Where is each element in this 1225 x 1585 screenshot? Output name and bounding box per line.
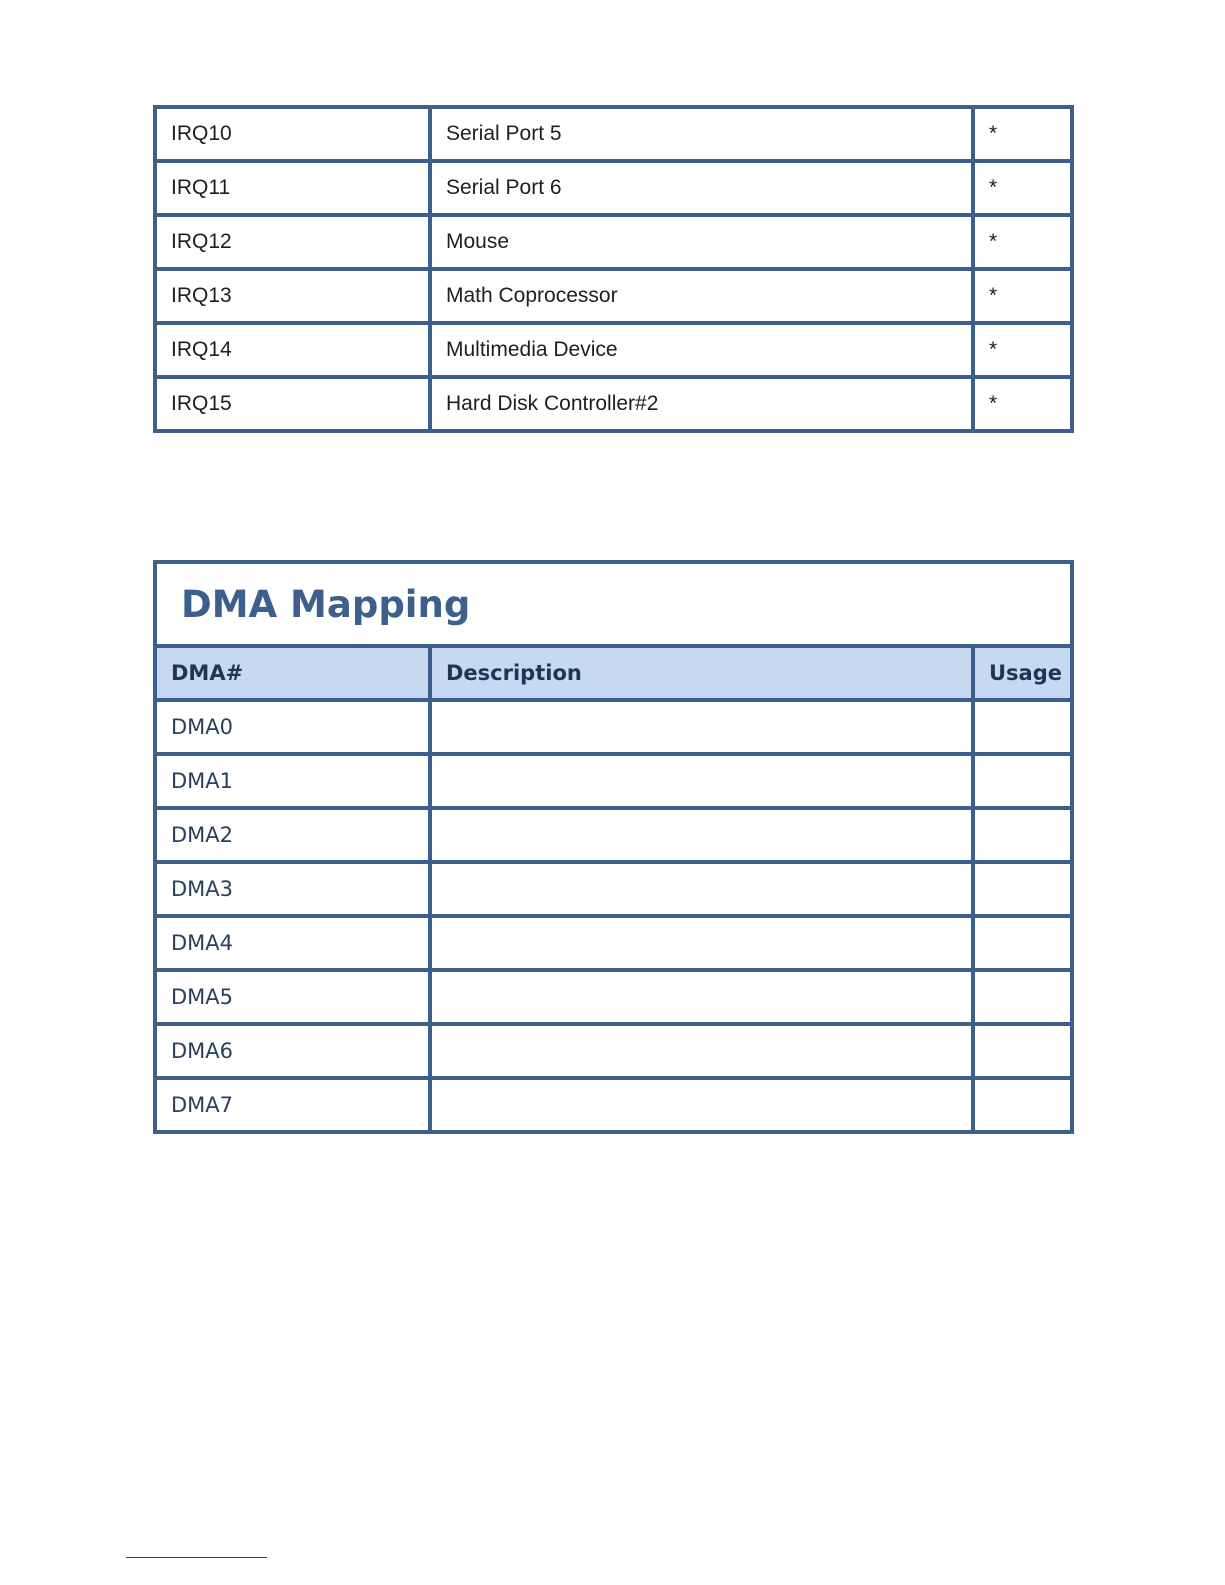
dma-description-cell: [430, 754, 973, 808]
dma-number-cell: DMA7: [155, 1078, 430, 1132]
irq-usage-cell: *: [973, 377, 1072, 431]
dma-number-cell: DMA5: [155, 970, 430, 1024]
dma-usage-cell: [973, 808, 1072, 862]
irq-number-cell: IRQ15: [155, 377, 430, 431]
table-row: [155, 916, 1072, 970]
dma-usage-cell: [973, 1024, 1072, 1078]
dma-description-header: Description: [430, 646, 973, 700]
dma-description-cell: [430, 916, 973, 970]
irq-usage-cell: *: [973, 107, 1072, 161]
irq-number-cell: IRQ14: [155, 323, 430, 377]
table-row: [155, 754, 1072, 808]
dma-usage-cell: [973, 1078, 1072, 1132]
dma-mapping-table: [153, 560, 1074, 1134]
irq-description-cell: Math Coprocessor: [430, 269, 973, 323]
dma-table-title: DMA Mapping: [155, 562, 1072, 646]
dma-description-cell: [430, 970, 973, 1024]
irq-usage-cell: *: [973, 215, 1072, 269]
irq-description-cell: Serial Port 5: [430, 107, 973, 161]
irq-description-cell: Serial Port 6: [430, 161, 973, 215]
dma-usage-cell: [973, 916, 1072, 970]
table-row: [155, 700, 1072, 754]
table-row: [155, 862, 1072, 916]
irq-mapping-table: [153, 105, 1074, 433]
dma-usage-cell: [973, 700, 1072, 754]
dma-description-cell: [430, 700, 973, 754]
dma-number-cell: DMA1: [155, 754, 430, 808]
dma-number-cell: DMA6: [155, 1024, 430, 1078]
dma-number-cell: DMA4: [155, 916, 430, 970]
irq-description-cell: Hard Disk Controller#2: [430, 377, 973, 431]
irq-usage-cell: *: [973, 161, 1072, 215]
dma-description-cell: [430, 808, 973, 862]
dma-usage-cell: [973, 970, 1072, 1024]
dma-description-cell: [430, 1024, 973, 1078]
table-row: [155, 970, 1072, 1024]
dma-title-row: [155, 562, 1072, 646]
dma-usage-cell: [973, 754, 1072, 808]
dma-usage-header: Usage: [973, 646, 1072, 700]
irq-description-cell: Multimedia Device: [430, 323, 973, 377]
irq-usage-cell: *: [973, 269, 1072, 323]
table-row: [155, 808, 1072, 862]
irq-number-cell: IRQ12: [155, 215, 430, 269]
table-row: [155, 1078, 1072, 1132]
table-row: [155, 107, 1072, 161]
dma-number-header: DMA#: [155, 646, 430, 700]
table-row: [155, 377, 1072, 431]
irq-usage-cell: *: [973, 323, 1072, 377]
irq-number-cell: IRQ13: [155, 269, 430, 323]
irq-number-cell: IRQ10: [155, 107, 430, 161]
dma-number-cell: DMA0: [155, 700, 430, 754]
irq-description-cell: Mouse: [430, 215, 973, 269]
footer-link-underline[interactable]: [126, 1557, 267, 1558]
table-row: [155, 161, 1072, 215]
dma-number-cell: DMA2: [155, 808, 430, 862]
dma-header-row: [155, 646, 1072, 700]
table-row: [155, 1024, 1072, 1078]
dma-number-cell: DMA3: [155, 862, 430, 916]
dma-description-cell: [430, 862, 973, 916]
table-row: [155, 215, 1072, 269]
table-row: [155, 269, 1072, 323]
dma-description-cell: [430, 1078, 973, 1132]
dma-usage-cell: [973, 862, 1072, 916]
table-row: [155, 323, 1072, 377]
irq-number-cell: IRQ11: [155, 161, 430, 215]
